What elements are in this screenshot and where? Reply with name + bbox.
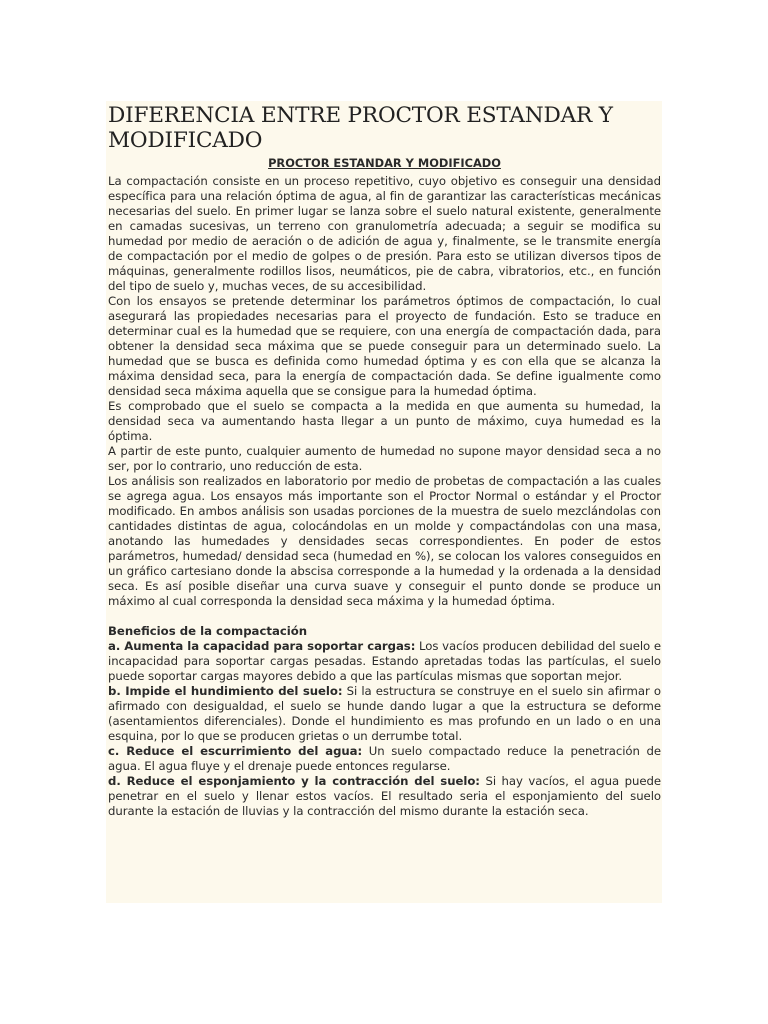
benefit-item-b-text: Si la estructura se construye en el suelo sin afirmar o afirmado con desigualdad, el suelo se hunde dando lugar a que la estructura se deforme (asentamientos diferenciales). Donde el hundimiento es mas profundo en un lado o en una esquina, por lo que se producen grietas o un derrumbe total. bbox=[108, 684, 661, 743]
benefit-item-d-text: Si hay vacíos, el agua puede penetrar en el suelo y llenar estos vacíos. El resultado seria el esponjamiento del suelo durante la estación de lluvias y la contracción del mismo durante la estación seca. bbox=[108, 774, 661, 818]
benefit-item-d bbox=[108, 774, 661, 819]
document-title: DIFERENCIA ENTRE PROCTOR ESTANDAR Y MODIFICADO bbox=[108, 103, 613, 153]
benefit-item-c bbox=[108, 744, 661, 774]
section-spacer bbox=[108, 609, 661, 624]
document-page bbox=[106, 101, 662, 903]
paragraph-ensayos: Con los ensayos se pretende determinar los parámetros óptimos de compactación, lo cual asegurará las propiedades necesarias para el proyecto de fundación. Esto se traduce en determinar cual es la humedad que se requiere, con una energía de compactación dada, para obtener la densidad seca máxima que se puede conseguir para un determinado suelo. La humedad que se busca es definida como humedad óptima y es con ella que se alcanza la máxima densidad seca, para la energía de compactación dada. Se define igualmente como densidad seca máxima aquella que se consigue para la humedad óptima. bbox=[108, 294, 661, 398]
benefit-item-c-text: Un suelo compactado reduce la penetración de agua. El agua fluye y el drenaje puede entonces regularse. bbox=[108, 744, 661, 773]
benefit-item-a bbox=[108, 639, 661, 684]
paragraph-analisis: Los análisis son realizados en laboratorio por medio de probetas de compactación a las cuales se agrega agua. Los ensayos más importante son el Proctor Normal o estándar y el Proctor modificado. En ambos análisis son usadas porciones de la muestra de suelo mezclándolas con cantidades distintas de agua, colocándolas en un molde y compactándolas con una masa, anotando las humedades y densidades secas correspondientes. En poder de estos parámetros, humedad/ densidad seca (humedad en %), se colocan los valores conseguidos en un gráfico cartesiano donde la abscisa corresponde a la humedad y la ordenada a la densidad seca. Es así posible diseñar una curva suave y conseguir el punto donde se produce un máximo al cual corresponda la densidad seca máxima y la humedad óptima. bbox=[108, 474, 661, 608]
document-subtitle: PROCTOR ESTANDAR Y MODIFICADO bbox=[268, 156, 501, 170]
benefit-item-c-lead: c. Reduce el escurrimiento del agua: bbox=[108, 744, 363, 758]
benefit-item-d-lead: d. Reduce el esponjamiento y la contracción del suelo: bbox=[108, 774, 480, 788]
paragraph-a-partir: A partir de este punto, cualquier aumento de humedad no supone mayor densidad seca a no ser, por lo contrario, uno reducción de esta. bbox=[108, 444, 661, 473]
benefit-item-b-lead: b. Impide el hundimiento del suelo: bbox=[108, 684, 343, 698]
paragraph-comprobado: Es comprobado que el suelo se compacta a la medida en que aumenta su humedad, la densidad seca va aumentando hasta llegar a un punto de máximo, cuya humedad es la óptima. bbox=[108, 399, 661, 443]
benefit-item-a-lead: a. Aumenta la capacidad para soportar cargas: bbox=[108, 639, 416, 653]
benefit-item-a-text: Los vacíos producen debilidad del suelo e incapacidad para soportar cargas pesadas. Estando apretadas todas las partículas, el suelo puede soportar cargas mayores debido a que las partículas mismas que soportan mejor. bbox=[108, 639, 661, 683]
benefit-item-b bbox=[108, 684, 661, 744]
benefits-heading: Beneficios de la compactación bbox=[108, 624, 308, 638]
paragraph-intro: La compactación consiste en un proceso repetitivo, cuyo objetivo es conseguir una densidad específica para una relación óptima de agua, al fin de garantizar las características mecánicas necesarias del suelo. En primer lugar se lanza sobre el suelo natural existente, generalmente en camadas sucesivas, un terreno con granulometría adecuada; a seguir se modifica su humedad por medio de aeración o de adición de agua y, finalmente, se le transmite energía de compactación por el medio de golpes o de presión. Para esto se utilizan diversos tipos de máquinas, generalmente rodillos lisos, neumáticos, pie de cabra, vibratorios, etc., en función del tipo de suelo y, muchas veces, de su accesibilidad. bbox=[108, 174, 661, 293]
